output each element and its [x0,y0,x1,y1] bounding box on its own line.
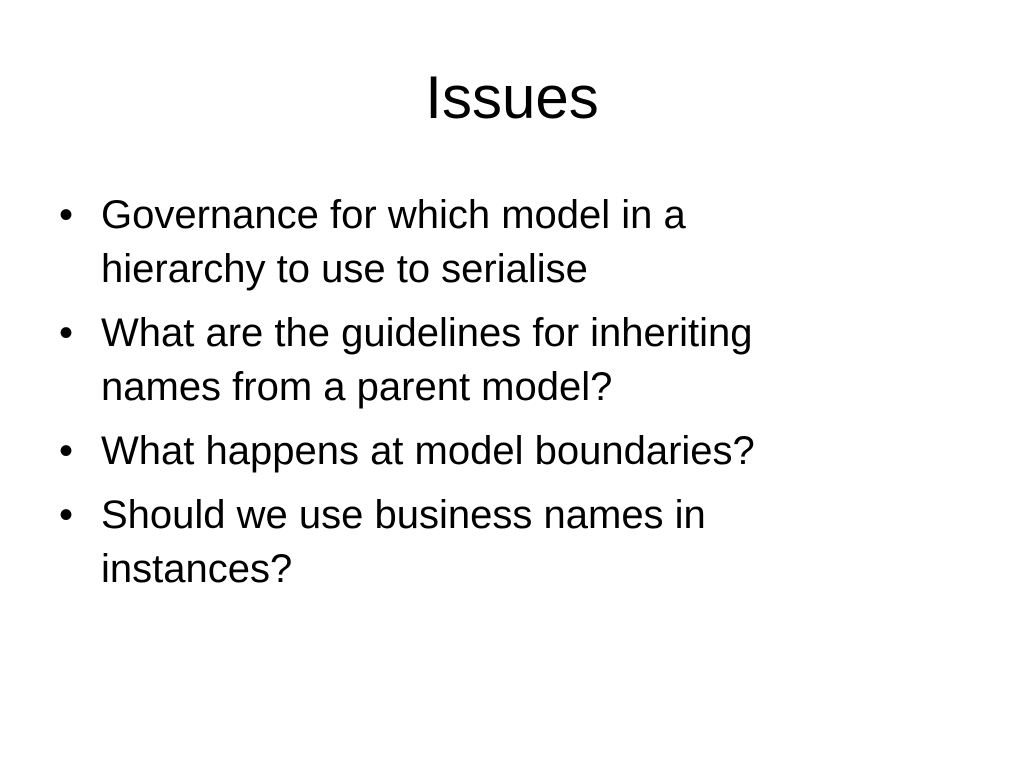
bullet-text [101,424,916,478]
bullet-list [56,188,916,606]
bullet-item [56,188,916,296]
bullet-icon: • [59,193,74,237]
bullet-icon: • [59,429,74,473]
bullet-icon: • [59,311,74,355]
bullet-text [101,188,916,296]
bullet-item [56,424,916,478]
bullet-line: Should we use business names in [101,493,706,537]
bullet-item [56,488,916,596]
bullet-line: instances? [101,547,293,591]
bullet-item [56,306,916,414]
bullet-text [101,488,916,596]
bullet-line: What are the guidelines for inheriting [101,311,753,355]
slide-title: Issues [425,64,599,131]
bullet-icon: • [59,493,74,537]
bullet-line: hierarchy to use to serialise [101,247,588,291]
bullet-line: What happens at model boundaries? [101,429,755,473]
bullet-line: names from a parent model? [101,365,613,409]
bullet-text [101,306,916,414]
bullet-line: Governance for which model in a [101,193,686,237]
